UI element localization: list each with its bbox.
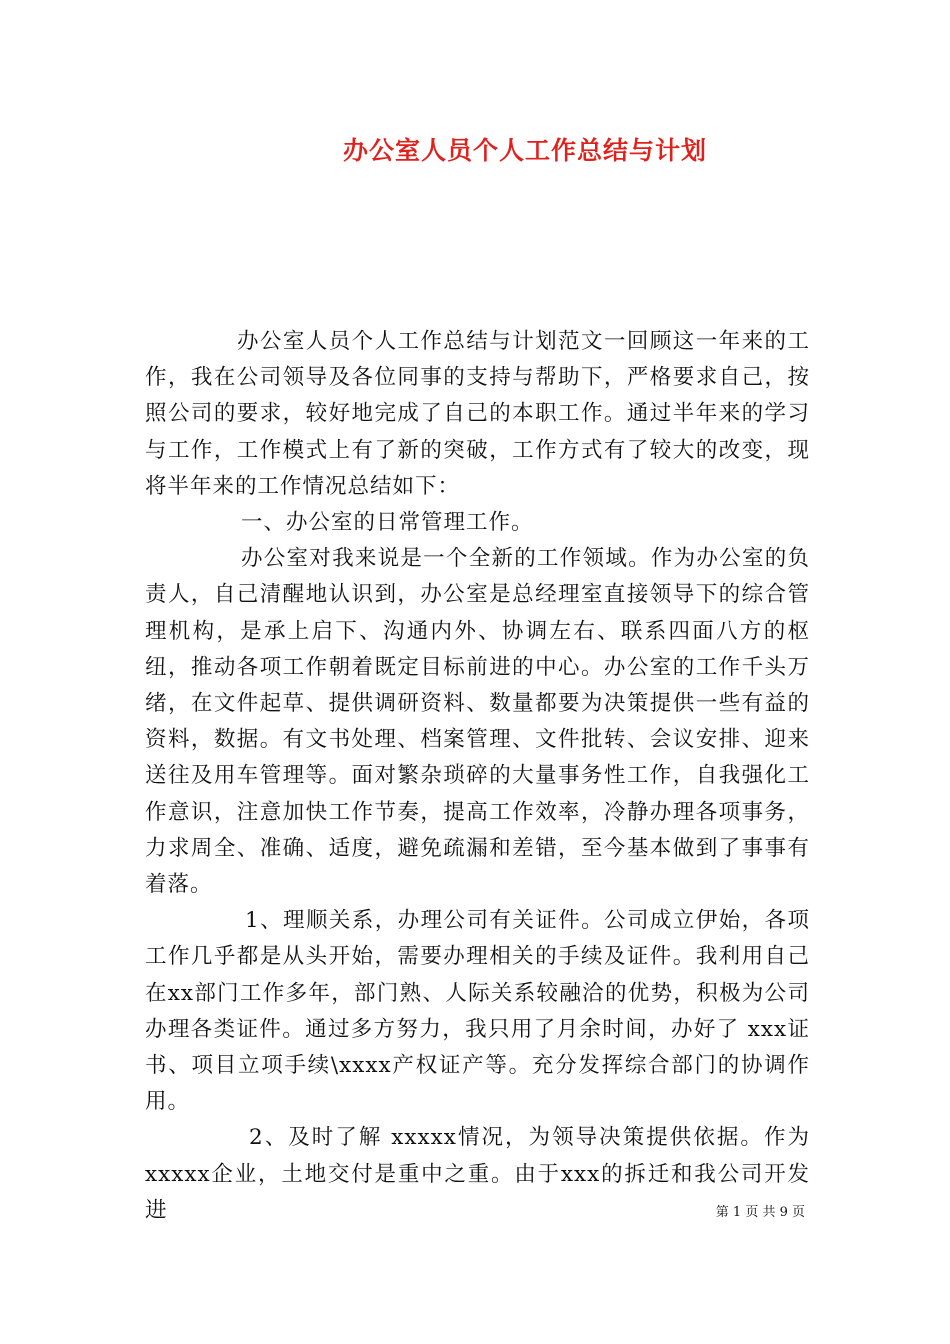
section-heading-daily-management: 一、办公室的日常管理工作。 (241, 510, 534, 536)
paragraph-item-1: 1、理顺关系，办理公司有关证件。公司成立伊始，各项工作几乎都是从头开始，需要办理相关的手续及证件。我利用自己在xx部门工作多年，部门熟、人际关系较融洽的优势，积极为公司办理各类证件。通过多方努力，我只用了月余时间，办好了 xxx证书、项目立项手续\xxxx产权证产等。充分发挥综合部门的协调作用。 (145, 908, 810, 1115)
paragraph-office-role: 办公室对我来说是一个全新的工作领域。作为办公室的负责人，自己清醒地认识到，办公室是总经理室直接领导下的综合管理机构，是承上启下、沟通内外、协调左右、联系四面八方的枢纽，推动各项工作朝着既定目标前进的中心。办公室的工作千头万绪，在文件起草、提供调研资料、数量都要为决策提供一些有益的资料，数据。有文书处理、档案管理、文件批转、会议安排、迎来送往及用车管理等。面对繁杂琐碎的大量事务性工作，自我强化工作意识，注意加快工作节奏，提高工作效率，冷静办理各项事务，力求周全、准确、适度，避免疏漏和差错，至今基本做到了事事有着落。 (145, 546, 810, 898)
document-title: 办公室人员个人工作总结与计划 (342, 136, 707, 165)
paragraph-intro: 办公室人员个人工作总结与计划范文一回顾这一年来的工作，我在公司领导及各位同事的支持与帮助下，严格要求自己，按照公司的要求，较好地完成了自己的本职工作。通过半年来的学习与工作，工作模式上有了新的突破，工作方式有了较大的改变，现将半年来的工作情况总结如下： (145, 329, 810, 499)
paragraph-item-2: 2、及时了解 xxxxx情况，为领导决策提供依据。作为xxxxx企业，土地交付是重中之重。由于xxx的拆迁和我公司开发进 (145, 1125, 810, 1223)
page-number-footer: 第 1 页 共 9 页 (715, 1205, 805, 1220)
document-body (145, 324, 810, 1229)
